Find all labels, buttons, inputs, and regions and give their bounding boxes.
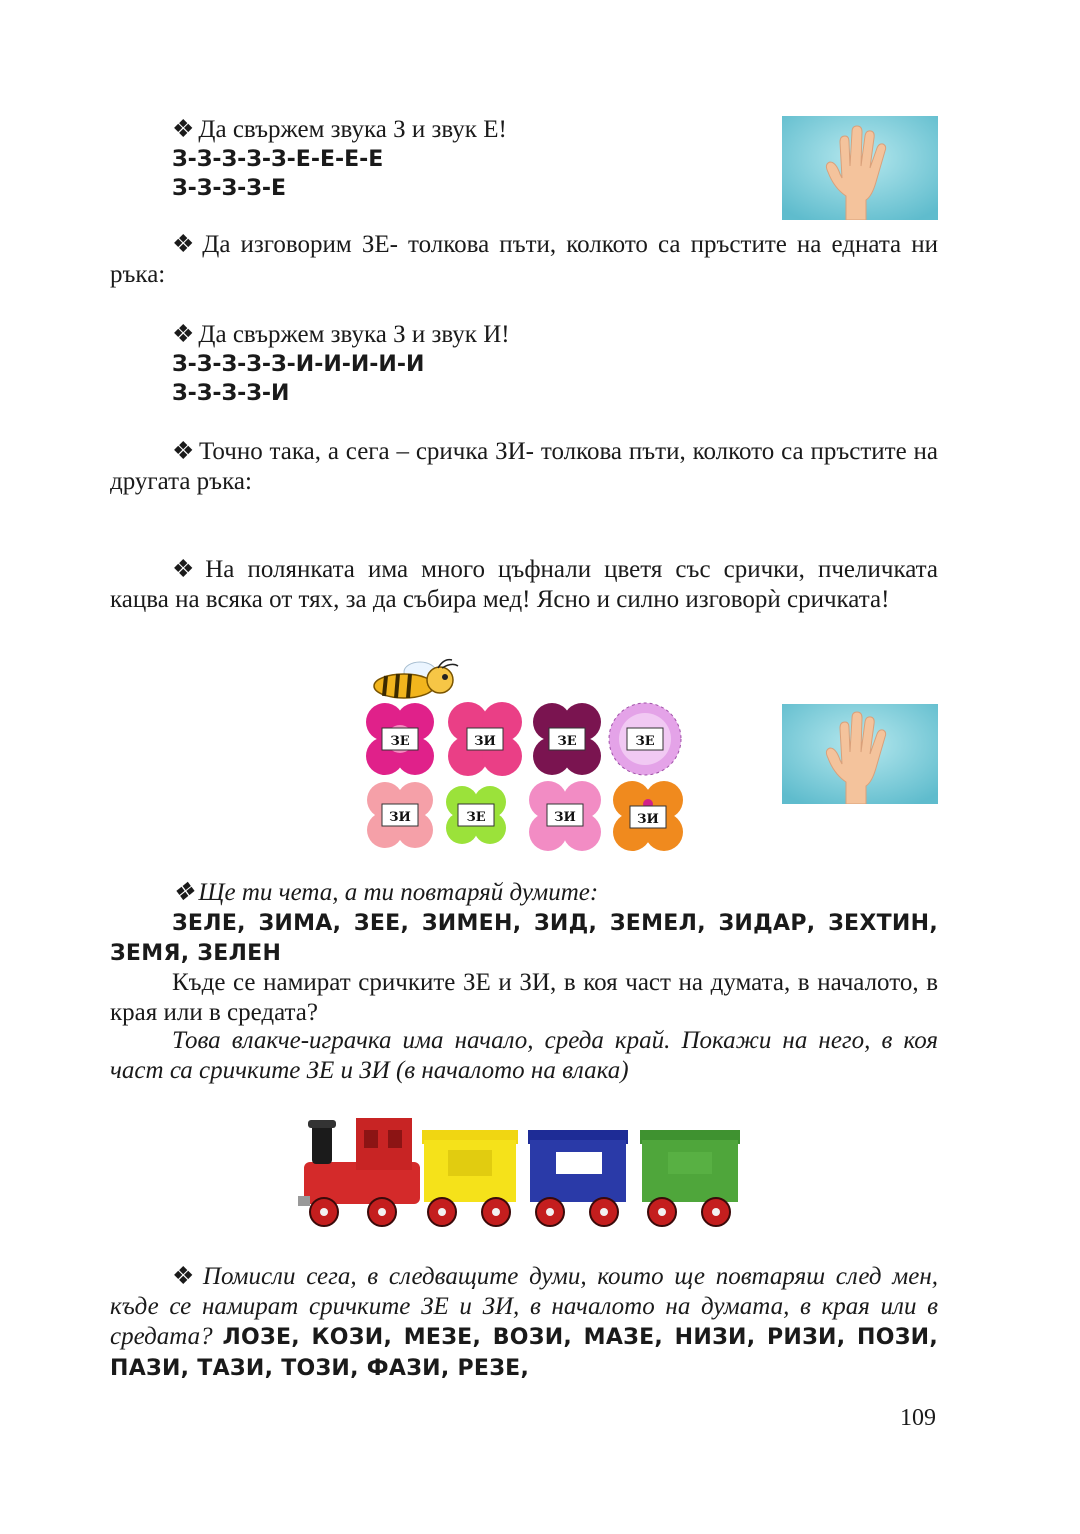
train-car-blue: [528, 1130, 628, 1202]
bullet-icon: ❖: [172, 1263, 199, 1290]
train-car-green: [640, 1130, 740, 1202]
flower-label: ЗЕ: [635, 734, 655, 749]
flower-label: ЗЕ: [466, 810, 486, 825]
bullet-icon: ❖: [172, 879, 195, 906]
section1-line1: З-З-З-З-З-Е-Е-Е-Е: [172, 147, 384, 172]
flower-7[interactable]: [529, 781, 601, 851]
word-list-1: ЗЕЛЕ, ЗИМА, ЗЕЕ, ЗИМЕН, ЗИД, ЗЕМЕЛ, ЗИДАР, ЗЕХТИН, ЗЕМЯ, ЗЕЛЕН: [110, 911, 938, 966]
flowers-group: [360, 700, 686, 856]
bullet-icon: ❖: [172, 321, 195, 348]
flower-2[interactable]: [448, 702, 522, 776]
flower-5[interactable]: [367, 782, 433, 848]
toy-train-image: [298, 1112, 754, 1234]
bee-icon: [368, 656, 464, 702]
flower-1[interactable]: [366, 703, 434, 775]
flower-6[interactable]: [446, 786, 506, 844]
flower-label: ЗИ: [637, 812, 659, 827]
raised-hand-image: [782, 116, 938, 220]
word-list-2: ЛОЗЕ, КОЗИ, МЕЗЕ, ВОЗИ, МАЗЕ, НИЗИ, РИЗИ, ПОЗИ, ПАЗИ, ТАЗИ, ТОЗИ, ФАЗИ, РЕЗЕ,: [110, 1325, 939, 1381]
train-engine: [298, 1118, 420, 1206]
flower-label: ЗИ: [554, 810, 576, 825]
paragraph-ze-count: ❖ Да изговорим ЗЕ- толкова пъти, колкото са пръстите на едната ни ръка:: [110, 231, 938, 288]
paragraph-zi-count: ❖ Точно така, а сега – сричка ЗИ- толкова пъти, колкото са пръстите на другата ръка:: [110, 438, 938, 495]
train-car-yellow: [422, 1130, 518, 1202]
page-number: 109: [900, 1405, 936, 1431]
flower-label: ЗИ: [389, 810, 411, 825]
flower-4[interactable]: [609, 703, 681, 775]
train-description: Това влакче-играчка има начало, среда край. Покажи на него, в коя част са сричките ЗЕ и ЗИ (в началото на влака): [110, 1027, 938, 1084]
section1-intro: ❖ Да свържем звука З и звук Е!: [172, 116, 507, 143]
flower-3[interactable]: [533, 703, 601, 775]
final-task: ❖ Помисли сега, в следващите думи, които ще повтаряш след мен, къде се намират сричките ЗЕ и ЗИ, в началото на думата, в края или в средата? ЛОЗЕ, КОЗИ, МЕЗЕ, ВОЗИ, МАЗЕ, НИЗИ, РИЗИ, ПОЗИ, ПАЗИ, ТАЗИ, ТОЗИ, ФАЗИ, РЕЗЕ,: [110, 1263, 939, 1381]
flower-8[interactable]: [613, 781, 683, 851]
section2-line1: З-З-З-З-З-И-И-И-И-И: [172, 352, 425, 377]
paragraph-meadow: ❖ На полянката има много цъфнали цветя със срички, пчеличката кацва на всяка от тях, за да събира мед! Ясно и силно изговорѝ сричката!: [110, 556, 939, 613]
flower-label: ЗЕ: [557, 734, 577, 749]
section2-intro: ❖ Да свържем звука З и звук И!: [172, 321, 510, 348]
bullet-icon: ❖: [172, 116, 195, 143]
read-intro: ❖ Ще ти чета, а ти повтаряй думите:: [172, 879, 599, 906]
flower-label: ЗЕ: [390, 734, 410, 749]
question-syllable-position: Къде се намират сричките ЗЕ и ЗИ, в коя част на думата, в началото, в края или в средата?: [110, 969, 938, 1026]
flower-label: ЗИ: [474, 734, 496, 749]
raised-hand-image-2: [782, 704, 938, 804]
section1-line2: З-З-З-З-Е: [172, 176, 287, 201]
section2-line2: З-З-З-З-И: [172, 381, 290, 406]
